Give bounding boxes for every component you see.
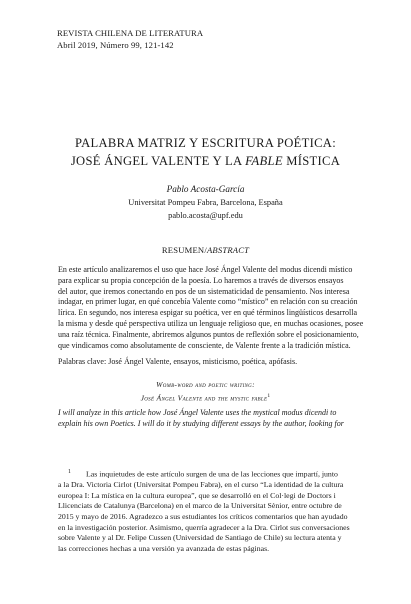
footnote-line: 2015 y mayo de 2016. Agradezco a sus estudiantes los críticos comentarios que han ayudado (58, 511, 348, 521)
footnote-line: europea I: La mística en la cultura europea”, que se desarrolló en el Col·legi de Doctors i (58, 490, 336, 500)
article-title (40, 134, 371, 170)
title-line-2-suffix: MÍSTICA (282, 154, 341, 168)
abstract-line: la misma y desde qué perspectiva utiliza un lenguaje religioso que, en muchas ocasiones, posee (58, 318, 364, 328)
abstract-english (58, 407, 354, 429)
abstract-en-line: explain his own Poetics. I will do it by studying different essays by the author, looking for (58, 419, 344, 428)
abstract-line: para explicar su propia concepción de la poesía. Lo haremos a través de diversos ensayos (58, 275, 344, 285)
footnote-reference[interactable]: 1 (267, 392, 271, 399)
journal-name: REVISTA CHILENA DE LITERATURA (57, 28, 204, 38)
footnote-line: Llicenciats de Catalunya (Barcelona) en el marco de la Universitat Sènior, entre octubre de (58, 501, 342, 511)
abstract-line: En este artículo analizaremos el uso que hace José Ángel Valente del modus dicendi místico (58, 265, 353, 274)
author-email: pablo.acosta@upf.edu (168, 211, 243, 220)
journal-issue: Abril 2019, Número 99, 121-142 (57, 40, 174, 50)
resumen-heading-italic: ABSTRACT (206, 245, 250, 255)
abstract-en-line: I will analyze in this article how José Ángel Valente uses the mystical modus dicendi to (58, 408, 337, 417)
abstract-line: lírica. En segundo, nos interesa espigar su poética, ver en qué términos lingüísticos desarrolla (58, 308, 358, 318)
footnote-line (58, 467, 354, 480)
footnote-line-text: Las inquietudes de este artículo surgen de una de las lecciones que impartí, junto (86, 469, 338, 479)
title-line-2-italic: FABLE (245, 154, 283, 168)
abstract-spanish (58, 265, 364, 351)
abstract-line: una raíz técnica. Finalmente, abriremos algunos puntos de reflexión sobre el posicionamiento, (58, 329, 359, 339)
footnote-marker: 1 (68, 469, 71, 475)
english-title-line-1: Womb-word and poetic writing: (156, 380, 255, 389)
resumen-heading (40, 245, 371, 255)
author-block (40, 183, 371, 222)
abstract-line: del autor, que iremos conectando en pos de un sistematicidad de pensamiento. Nos interesa (58, 286, 350, 296)
footnote-line: las correcciones hechas a una versión ya avanzada de estas páginas. (58, 543, 270, 553)
footnote (58, 467, 354, 554)
journal-header (57, 27, 203, 51)
english-title (40, 380, 371, 404)
footnote-line: sobre Valente y al Dr. Felipe Cussen (Universidad de Santiago de Chile) su lectura atenta y (58, 533, 342, 543)
english-title-line-2-text: José Ángel Valente and the mystic fable (140, 393, 268, 403)
author-name: Pablo Acosta-García (166, 184, 245, 194)
footnote-line: en la investigación posterior. Asimismo, querría agradecer a la Dra. Cirlot sus conversaciones (58, 522, 350, 532)
author-affiliation: Universitat Pompeu Fabra, Barcelona, España (128, 198, 283, 207)
title-line-2-prefix: JOSÉ ÁNGEL VALENTE Y LA (70, 154, 246, 168)
title-line-1: PALABRA MATRIZ Y ESCRITURA POÉTICA: (74, 136, 336, 150)
abstract-line: indagar, en primer lugar, en qué concebía Valente como “místico” en relación con su creación (58, 297, 358, 307)
keywords: Palabras clave: José Ángel Valente, ensayos, misticismo, poética, apófasis. (58, 357, 298, 366)
title-line-2 (40, 152, 371, 170)
english-title-line-2 (40, 391, 371, 404)
abstract-line: que vindicamos como absolutamente de consciente, de Valente frente a la tradición mística. (58, 340, 351, 350)
footnote-line: a la Dra. Victoria Cirlot (Universitat Pompeu Fabra), en el curso “La identidad de la cultura (58, 480, 344, 490)
resumen-heading-prefix: RESUMEN/ (161, 245, 207, 255)
